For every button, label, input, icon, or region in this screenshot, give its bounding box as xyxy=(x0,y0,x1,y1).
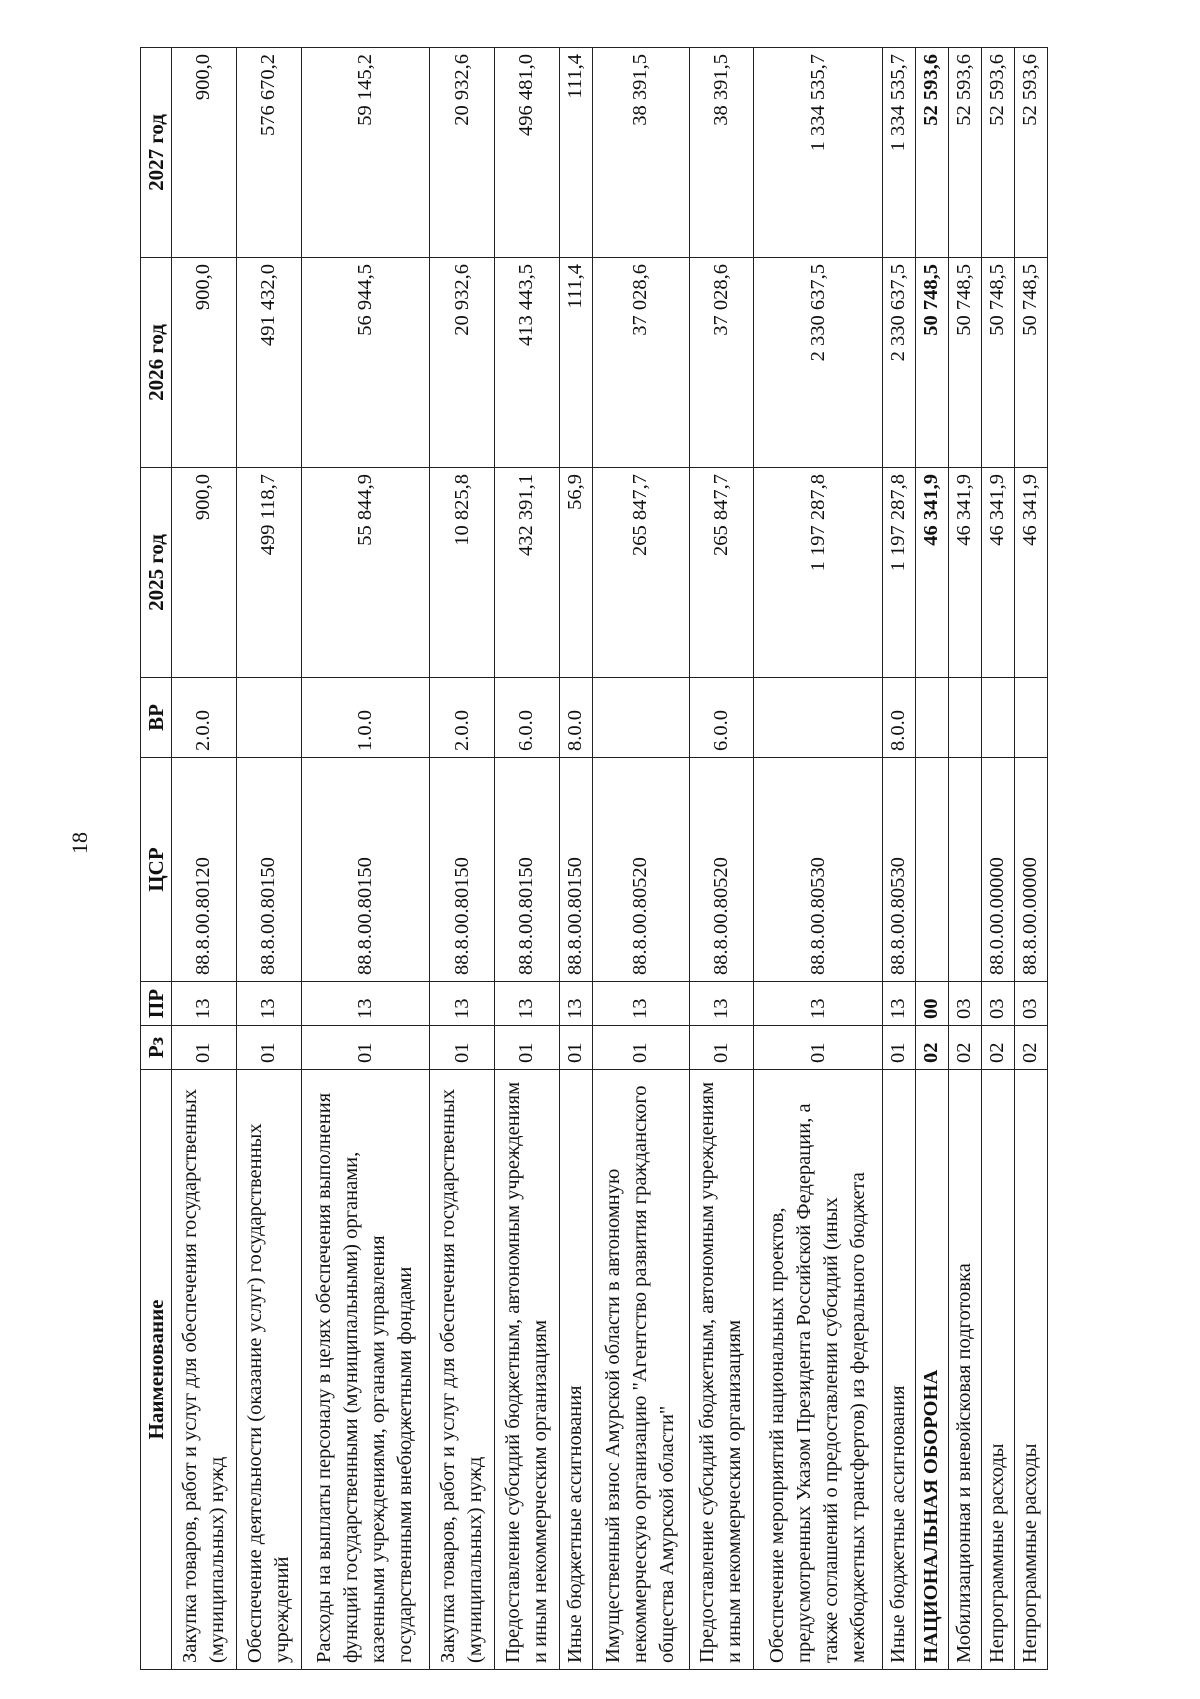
cell-pr: 13 xyxy=(689,982,754,1026)
cell-y2025: 900,0 xyxy=(172,468,237,678)
table-body xyxy=(172,48,1048,1670)
cell-rz: 01 xyxy=(754,1026,883,1070)
cell-pr: 13 xyxy=(236,982,301,1026)
cell-y2027: 38 391,5 xyxy=(689,48,754,258)
cell-pr: 03 xyxy=(1014,982,1047,1026)
table-row xyxy=(689,48,754,1670)
cell-csr: 88.8.00.80530 xyxy=(882,758,915,982)
cell-rz: 01 xyxy=(495,1026,560,1070)
cell-name: Расходы на выплаты персоналу в целях обеспечения выполнения функций государственными (муниципальными) органами, казенными учреждениями, органами управления государственными внебюджетными фондами xyxy=(301,1070,430,1670)
table-row xyxy=(915,48,948,1670)
cell-name: Непрограммные расходы xyxy=(981,1070,1014,1670)
cell-vr xyxy=(981,678,1014,758)
cell-pr: 00 xyxy=(915,982,948,1026)
cell-y2026: 56 944,5 xyxy=(301,258,430,468)
cell-csr: 88.8.00.80530 xyxy=(754,758,883,982)
cell-name: Имущественный взнос Амурской области в автономную некоммерческую организацию "Агентство развития гражданского общества Амурской области" xyxy=(592,1070,689,1670)
cell-vr: 1.0.0 xyxy=(301,678,430,758)
cell-y2027: 496 481,0 xyxy=(495,48,560,258)
cell-csr: 88.8.00.80120 xyxy=(172,758,237,982)
cell-y2026: 50 748,5 xyxy=(1014,258,1047,468)
cell-name: Обеспечение деятельности (оказание услуг) государственных учреждений xyxy=(236,1070,301,1670)
cell-y2025: 46 341,9 xyxy=(915,468,948,678)
cell-name: Обеспечение мероприятий национальных проектов, предусмотренных Указом Президента Российской Федерации, а также соглашений о предоставлении субсидий (иных межбюджетных трансфертов) из федерального бюджета xyxy=(754,1070,883,1670)
cell-vr xyxy=(1014,678,1047,758)
cell-y2026: 111,4 xyxy=(559,258,592,468)
cell-y2026: 50 748,5 xyxy=(981,258,1014,468)
table-row xyxy=(559,48,592,1670)
cell-rz: 01 xyxy=(559,1026,592,1070)
cell-csr: 88.8.00.80150 xyxy=(559,758,592,982)
cell-csr: 88.8.00.80150 xyxy=(430,758,495,982)
table-row xyxy=(948,48,981,1670)
page-number: 18 xyxy=(67,832,92,854)
cell-rz: 01 xyxy=(430,1026,495,1070)
header-vr: ВР xyxy=(141,678,172,758)
cell-y2027: 111,4 xyxy=(559,48,592,258)
cell-vr xyxy=(236,678,301,758)
table-row xyxy=(754,48,883,1670)
cell-vr xyxy=(915,678,948,758)
cell-y2025: 46 341,9 xyxy=(981,468,1014,678)
cell-y2025: 1 197 287,8 xyxy=(754,468,883,678)
cell-y2025: 10 825,8 xyxy=(430,468,495,678)
table-row xyxy=(592,48,689,1670)
cell-y2026: 2 330 637,5 xyxy=(882,258,915,468)
cell-y2027: 59 145,2 xyxy=(301,48,430,258)
cell-y2026: 900,0 xyxy=(172,258,237,468)
cell-pr: 13 xyxy=(559,982,592,1026)
cell-rz: 01 xyxy=(172,1026,237,1070)
cell-y2026: 2 330 637,5 xyxy=(754,258,883,468)
cell-y2027: 52 593,6 xyxy=(915,48,948,258)
cell-pr: 13 xyxy=(882,982,915,1026)
cell-y2025: 265 847,7 xyxy=(592,468,689,678)
cell-name: Непрограммные расходы xyxy=(1014,1070,1047,1670)
header-rz: Рз xyxy=(141,1026,172,1070)
cell-y2026: 50 748,5 xyxy=(915,258,948,468)
table-header-row xyxy=(141,48,172,1670)
cell-y2025: 1 197 287,8 xyxy=(882,468,915,678)
cell-y2027: 52 593,6 xyxy=(948,48,981,258)
table-row xyxy=(301,48,430,1670)
cell-csr: 88.0.00.00000 xyxy=(981,758,1014,982)
cell-y2027: 20 932,6 xyxy=(430,48,495,258)
cell-name: Мобилизационная и вневойсковая подготовка xyxy=(948,1070,981,1670)
cell-y2025: 499 118,7 xyxy=(236,468,301,678)
header-pr: ПР xyxy=(141,982,172,1026)
header-csr: ЦСР xyxy=(141,758,172,982)
cell-y2027: 1 334 535,7 xyxy=(754,48,883,258)
cell-rz: 01 xyxy=(882,1026,915,1070)
cell-rz: 02 xyxy=(915,1026,948,1070)
cell-vr: 2.0.0 xyxy=(172,678,237,758)
table-row xyxy=(236,48,301,1670)
cell-vr: 2.0.0 xyxy=(430,678,495,758)
table-row xyxy=(172,48,237,1670)
cell-name: Иные бюджетные ассигнования xyxy=(882,1070,915,1670)
cell-rz: 02 xyxy=(948,1026,981,1070)
cell-y2027: 52 593,6 xyxy=(981,48,1014,258)
budget-table-sheet xyxy=(140,48,1048,1670)
cell-vr xyxy=(592,678,689,758)
cell-name: Закупка товаров, работ и услуг для обеспечения государственных (муниципальных) нужд xyxy=(430,1070,495,1670)
cell-vr: 8.0.0 xyxy=(559,678,592,758)
cell-pr: 13 xyxy=(592,982,689,1026)
cell-csr: 88.8.00.80150 xyxy=(301,758,430,982)
cell-y2025: 46 341,9 xyxy=(948,468,981,678)
cell-vr: 8.0.0 xyxy=(882,678,915,758)
cell-name: НАЦИОНАЛЬНАЯ ОБОРОНА xyxy=(915,1070,948,1670)
cell-vr: 6.0.0 xyxy=(689,678,754,758)
table-row xyxy=(495,48,560,1670)
cell-y2026: 50 748,5 xyxy=(948,258,981,468)
cell-csr: 88.8.00.80150 xyxy=(236,758,301,982)
cell-rz: 02 xyxy=(981,1026,1014,1070)
cell-vr xyxy=(754,678,883,758)
cell-vr xyxy=(948,678,981,758)
cell-csr xyxy=(915,758,948,982)
cell-y2026: 491 432,0 xyxy=(236,258,301,468)
cell-csr: 88.8.00.80520 xyxy=(689,758,754,982)
cell-name: Предоставление субсидий бюджетным, автономным учреждениям и иным некоммерческим организациям xyxy=(495,1070,560,1670)
cell-y2027: 38 391,5 xyxy=(592,48,689,258)
cell-csr: 88.8.00.00000 xyxy=(1014,758,1047,982)
cell-rz: 01 xyxy=(592,1026,689,1070)
cell-y2026: 413 443,5 xyxy=(495,258,560,468)
table-row xyxy=(882,48,915,1670)
cell-csr xyxy=(948,758,981,982)
cell-y2025: 55 844,9 xyxy=(301,468,430,678)
cell-rz: 01 xyxy=(689,1026,754,1070)
cell-rz: 01 xyxy=(301,1026,430,1070)
cell-y2027: 1 334 535,7 xyxy=(882,48,915,258)
cell-y2026: 37 028,6 xyxy=(592,258,689,468)
cell-pr: 03 xyxy=(948,982,981,1026)
header-2026: 2026 год xyxy=(141,258,172,468)
header-name: Наименование xyxy=(141,1070,172,1670)
cell-pr: 03 xyxy=(981,982,1014,1026)
table-row xyxy=(430,48,495,1670)
cell-y2025: 56,9 xyxy=(559,468,592,678)
cell-y2026: 37 028,6 xyxy=(689,258,754,468)
cell-pr: 13 xyxy=(495,982,560,1026)
cell-csr: 88.8.00.80150 xyxy=(495,758,560,982)
cell-vr: 6.0.0 xyxy=(495,678,560,758)
cell-name: Иные бюджетные ассигнования xyxy=(559,1070,592,1670)
cell-pr: 13 xyxy=(754,982,883,1026)
cell-y2025: 265 847,7 xyxy=(689,468,754,678)
cell-y2025: 432 391,1 xyxy=(495,468,560,678)
cell-csr: 88.8.00.80520 xyxy=(592,758,689,982)
header-2027: 2027 год xyxy=(141,48,172,258)
cell-y2025: 46 341,9 xyxy=(1014,468,1047,678)
cell-pr: 13 xyxy=(301,982,430,1026)
cell-pr: 13 xyxy=(430,982,495,1026)
table-row xyxy=(981,48,1014,1670)
table-row xyxy=(1014,48,1047,1670)
cell-name: Закупка товаров, работ и услуг для обеспечения государственных (муниципальных) нужд xyxy=(172,1070,237,1670)
cell-rz: 02 xyxy=(1014,1026,1047,1070)
cell-y2027: 52 593,6 xyxy=(1014,48,1047,258)
header-2025: 2025 год xyxy=(141,468,172,678)
cell-y2027: 576 670,2 xyxy=(236,48,301,258)
budget-table xyxy=(140,47,1048,1670)
cell-pr: 13 xyxy=(172,982,237,1026)
cell-name: Предоставление субсидий бюджетным, автономным учреждениям и иным некоммерческим организациям xyxy=(689,1070,754,1670)
cell-rz: 01 xyxy=(236,1026,301,1070)
cell-y2027: 900,0 xyxy=(172,48,237,258)
cell-y2026: 20 932,6 xyxy=(430,258,495,468)
